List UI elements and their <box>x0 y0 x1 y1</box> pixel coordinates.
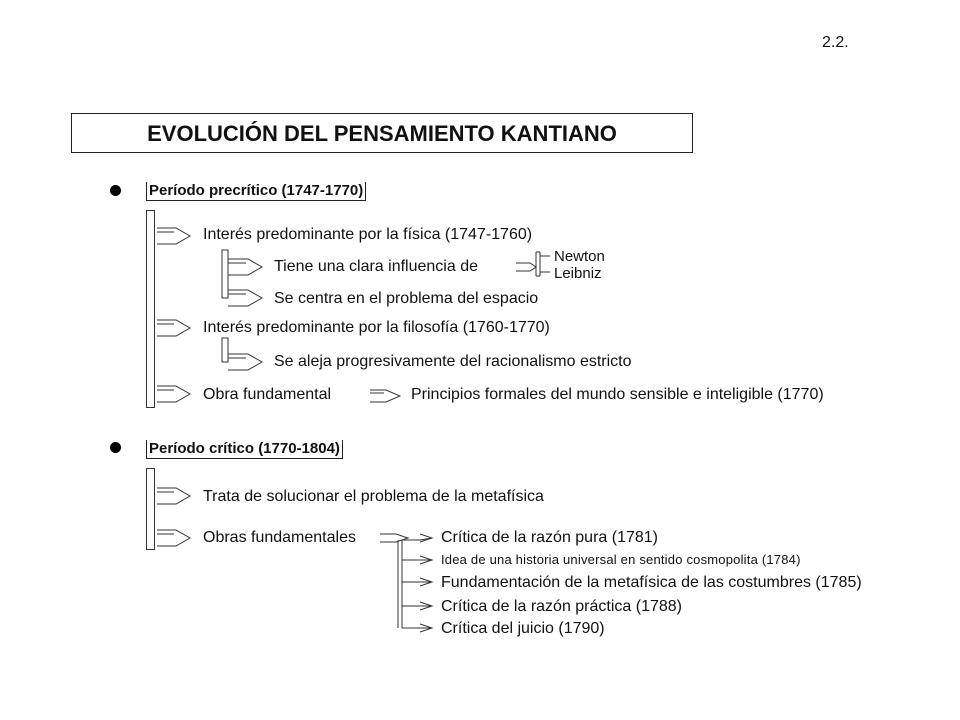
influence-fork <box>516 252 550 276</box>
influence-leibniz: Leibniz <box>554 265 602 282</box>
arrow-p1-b1-s2 <box>228 290 262 306</box>
page-title: EVOLUCIÓN DEL PENSAMIENTO KANTIANO <box>71 113 693 153</box>
branch-fisica-label: Interés predominante por la física (1747-1760) <box>203 226 533 243</box>
work-razon-practica: Crítica de la razón práctica (1788) <box>441 598 682 615</box>
obra-fundamental-label: Obra fundamental <box>203 386 332 403</box>
espacio-label: Se centra en el problema del espacio <box>274 290 539 307</box>
work-fundamentacion: Fundamentación de la metafísica de las costumbres (1785) <box>441 574 862 591</box>
branch-filosofia-label: Interés predominante por la filosofía (1760-1770) <box>203 319 550 336</box>
arrow-p2-b2 <box>157 530 190 546</box>
sub-bracket-philosophy <box>222 338 228 362</box>
arrow-p2-b1 <box>157 488 190 504</box>
arrow-p1-b2-s1 <box>228 354 262 370</box>
arrow-p1-b1-s1 <box>228 259 262 275</box>
influence-newton: Newton <box>554 248 605 265</box>
work-razon-pura: Crítica de la razón pura (1781) <box>441 529 658 546</box>
influence-label: Tiene una clara influencia de <box>274 258 478 275</box>
page-number: 2.2. <box>822 34 849 51</box>
arrow-p1-b2 <box>157 320 190 336</box>
racionalismo-label: Se aleja progresivamente del racionalismo estricto <box>274 353 632 370</box>
obra-fundamental-work: Principios formales del mundo sensible e inteligible (1770) <box>411 386 824 403</box>
period-critico-label: Período crítico (1770-1804) <box>146 440 343 459</box>
arrow-p1-b1 <box>157 228 190 244</box>
period-precritico-label: Período precrítico (1747-1770) <box>146 182 366 201</box>
metafisica-label: Trata de solucionar el problema de la metafísica <box>203 488 544 505</box>
arrow-p1-b3 <box>157 386 190 402</box>
bracket-period-precritico <box>146 210 155 408</box>
work-critica-juicio: Crítica del juicio (1790) <box>441 620 605 637</box>
sub-bracket-physics <box>222 250 228 298</box>
obras-fundamentales-label: Obras fundamentales <box>203 529 356 546</box>
work-historia-universal: Idea de una historia universal en sentido cosmopolita (1784) <box>441 552 801 567</box>
bracket-period-critico <box>146 468 155 550</box>
bullet-period-precritico <box>110 185 121 196</box>
arrow-p1-b3-work <box>370 390 400 402</box>
bullet-period-critico <box>110 442 121 453</box>
works-fork <box>380 534 432 632</box>
